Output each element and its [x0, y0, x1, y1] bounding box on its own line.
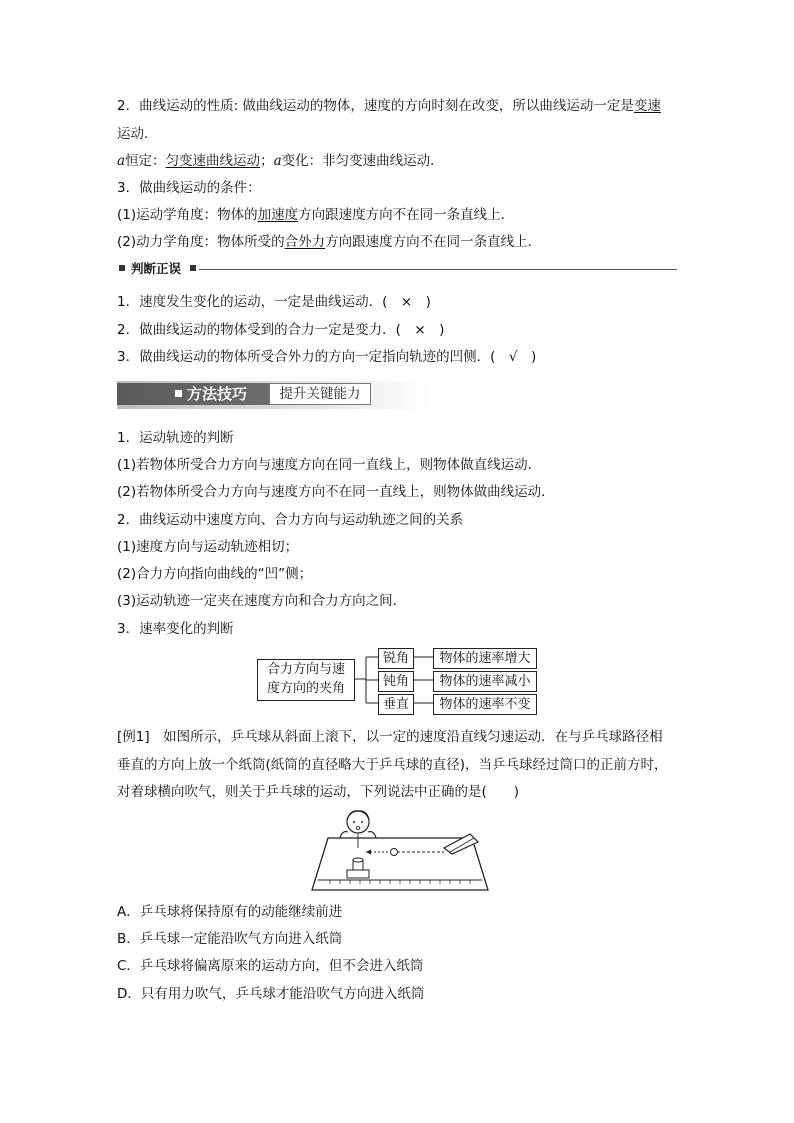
option-b: B．乒乓球一定能沿吹气方向进入纸筒	[117, 931, 343, 947]
method-line: (1)速度方向与运动轨迹相切；	[117, 539, 299, 555]
diagram-root-box: 合力方向与速 度方向的夹角	[257, 659, 355, 701]
example-line: [例1] 如图所示，乒乓球从斜面上滚下，以一定的速度沿直线匀速运动．在与乒乓球路径相	[117, 729, 663, 745]
underlined-answer: 匀变速曲线运动	[165, 153, 261, 169]
option-c: C．乒乓球将偏离原来的运动方向，但不会进入纸筒	[117, 958, 424, 974]
banner-subtitle: 提升关键能力	[269, 383, 371, 405]
nature-line-3: a恒定：匀变速曲线运动；a变化：非匀变速曲线运动．	[117, 153, 444, 169]
method-line: (2)合力方向指向曲线的“凹”侧；	[117, 566, 313, 582]
square-bullet-icon	[119, 265, 125, 271]
judge-item: 2．做曲线运动的物体受到的合力一定是变力．( × )	[117, 322, 445, 338]
diagram-angle-box: 锐角	[378, 648, 414, 669]
banner-title: 方法技巧	[187, 385, 248, 403]
section-banner	[117, 381, 431, 409]
judge-item: 1．速度发生变化的运动，一定是曲线运动．( × )	[117, 294, 431, 310]
square-bullet-icon	[190, 265, 196, 271]
diagram-angle-box: 钝角	[378, 671, 414, 692]
underlined-answer: 合外力	[284, 234, 326, 250]
square-bullet-icon	[175, 390, 182, 397]
nature-line-2: 运动．	[117, 126, 158, 142]
diagram-result-box: 物体的速率增大	[433, 648, 537, 669]
conditions-kinematics: (1)运动学角度：物体的加速度方向跟速度方向不在同一条直线上．	[117, 207, 515, 223]
conditions-title: 3．做曲线运动的条件：	[117, 180, 261, 196]
option-a: A．乒乓球将保持原有的动能继续前进	[117, 904, 343, 920]
diagram-result-box: 物体的速率不变	[433, 694, 537, 715]
example-line: 垂直的方向上放一个纸筒(纸筒的直径略大于乒乓球的直径)，当乒乓球经过筒口的正前方时，	[117, 757, 668, 773]
example-line: 对着球横向吹气，则关于乒乓球的运动，下列说法中正确的是( )	[117, 784, 520, 800]
judge-item: 3．做曲线运动的物体所受合外力的方向一定指向轨迹的凹侧．( √ )	[117, 349, 537, 365]
method-line: 2．曲线运动中速度方向、合力方向与运动轨迹之间的关系	[117, 512, 464, 528]
method-line: (3)运动轨迹一定夹在速度方向和合力方向之间．	[117, 593, 407, 609]
option-d: D．只有用力吹气，乒乓球才能沿吹气方向进入纸筒	[117, 986, 425, 1002]
person-icon	[340, 811, 376, 838]
underlined-answer: 变速	[633, 98, 661, 114]
diagram-angle-box: 垂直	[378, 694, 414, 715]
method-line: 1．运动轨迹的判断	[117, 430, 234, 446]
method-line: 3．速率变化的判断	[117, 621, 234, 637]
diagram-connectors	[413, 645, 435, 725]
judge-section-header	[117, 260, 677, 278]
underlined-answer: 加速度	[257, 207, 299, 223]
ping-pong-illustration	[310, 808, 490, 894]
conditions-dynamics: (2)动力学角度：物体所受的合外力方向跟速度方向不在同一条直线上．	[117, 234, 542, 250]
method-line: (1)若物体所受合力方向与速度方向在同一直线上，则物体做直线运动．	[117, 457, 542, 473]
nature-line-1: 2．曲线运动的性质: 做曲线运动的物体，速度的方向时刻在改变，所以曲线运动一定是变速	[117, 98, 661, 114]
ball-icon	[391, 849, 398, 856]
diagram-result-box: 物体的速率减小	[433, 671, 537, 692]
method-line: (2)若物体所受合力方向与速度方向不在同一直线上，则物体做曲线运动．	[117, 484, 555, 500]
judge-header-title: 判断正误	[131, 261, 182, 276]
header-rule	[199, 269, 677, 270]
